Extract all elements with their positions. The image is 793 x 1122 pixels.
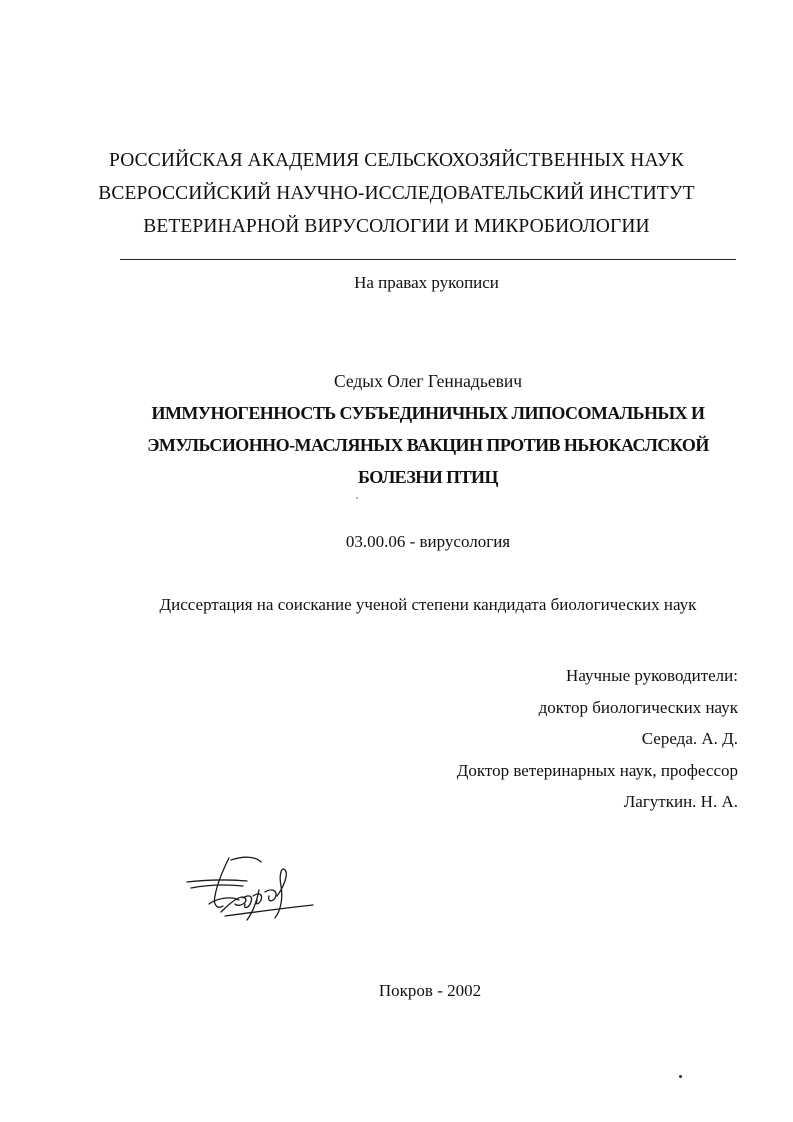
author-name: Седых Олег Геннадьевич <box>333 371 523 391</box>
institution-line-3: ВЕТЕРИНАРНОЙ ВИРУСОЛОГИИ И МИКРОБИОЛОГИИ <box>143 216 650 237</box>
institution-line-2: ВСЕРОССИЙСКИЙ НАУЧНО-ИССЛЕДОВАТЕЛЬСКИЙ ИНСТИТУТ <box>98 183 695 204</box>
handwritten-signature-icon <box>185 852 315 932</box>
thesis-title-line-1: ИММУНОГЕННОСТЬ СУБЪЕДИНИЧНЫХ ЛИПОСОМАЛЬНЫХ И <box>151 403 705 423</box>
rights-note: На правах рукописи <box>354 273 499 292</box>
scan-speck <box>679 1075 682 1078</box>
thesis-title-line-3: БОЛЕЗНИ ПТИЦ <box>358 467 498 487</box>
supervisor-line-3: Доктор ветеринарных наук, профессор <box>456 760 738 780</box>
supervisor-line-1: доктор биологических наук <box>538 697 738 717</box>
specialty-code: 03.00.06 - вирусология <box>345 532 511 551</box>
institution-header <box>0 144 793 243</box>
degree-statement: Диссертация на соискание ученой степени кандидата биологических наук <box>159 595 697 614</box>
supervisors-block <box>457 660 738 818</box>
thesis-title <box>0 397 793 493</box>
supervisor-line-4: Лагуткин. Н. А. <box>623 792 738 811</box>
supervisors-heading: Научные руководители: <box>566 666 738 685</box>
place-year: Покров - 2002 <box>378 981 482 1000</box>
thesis-title-line-2: ЭМУЛЬСИОННО-МАСЛЯНЫХ ВАКЦИН ПРОТИВ НЬЮКАСЛСКОЙ <box>147 435 709 455</box>
institution-line-1: РОССИЙСКАЯ АКАДЕМИЯ СЕЛЬСКОХОЗЯЙСТВЕННЫХ НАУК <box>109 150 684 171</box>
scan-speck <box>356 497 358 499</box>
supervisor-line-2: Середа. А. Д. <box>641 729 738 748</box>
header-divider <box>120 259 736 260</box>
